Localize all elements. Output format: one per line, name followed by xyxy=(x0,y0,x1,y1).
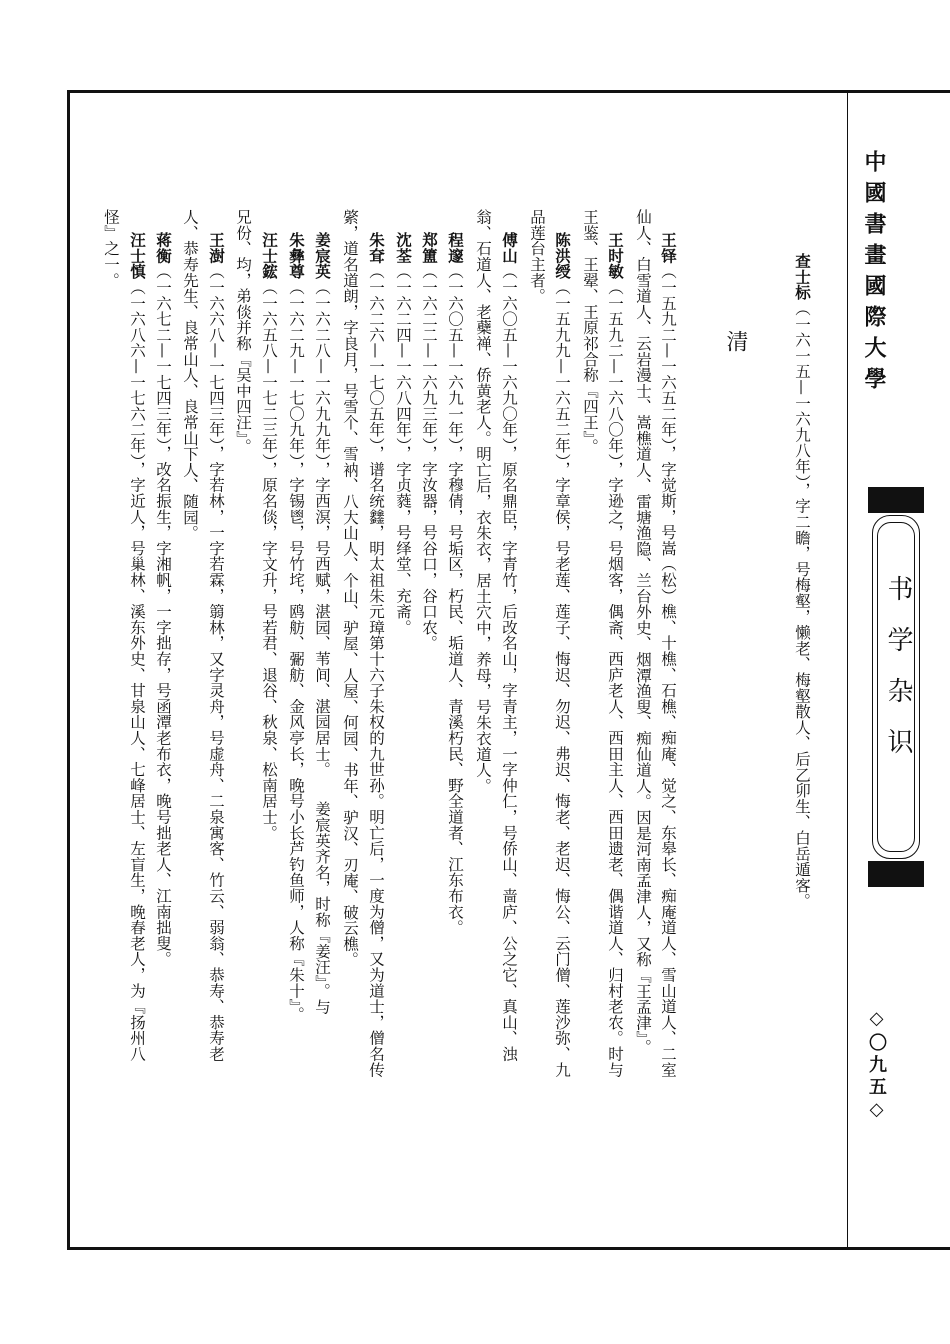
text-column: 郑簠（一六二二—一六九三年），字汝器，号谷口，谷口农。 xyxy=(420,232,439,651)
text-column: 品莲台主者。 xyxy=(528,209,546,304)
book-title: 书学杂识 xyxy=(883,575,913,779)
text-column: 兄份、均，弟倓并称『吴中四汪』。 xyxy=(234,209,252,455)
publisher-header: 中國書畫國際大學 xyxy=(861,150,887,398)
text-column: 綮，道名道朗，字良月，号雪个、雪衲、八大山人、个山、驴屋、人屋、何园、书年、驴汉、刃庵、破云樵。 xyxy=(341,209,359,968)
text-column: 朱耷（一六二六—一七〇五年），谱名统𨰻，明太祖朱元璋第十六子朱权的九世孙。明亡后，一度为僧，又为道士，僧名传 xyxy=(367,232,386,1078)
text-column: 人、恭寿先生、良常山人、良常山下人、随园。 xyxy=(181,209,199,541)
text-column: 王鉴、王翚、王原祁合称『四王』。 xyxy=(581,209,599,455)
page-number: ◇〇九五◇ xyxy=(866,1008,887,1124)
title-panel-top-bar xyxy=(868,487,924,513)
text-column: 仙人、白雪道人、云岩漫士、嵩樵道人、雷塘渔隐、兰台外史、烟潭渔叟、痴仙道人。因是河南孟津人，又称『王孟津』。 xyxy=(634,209,652,1055)
text-column: 查士标（一六一五—一六九八年），字二瞻，号梅壑，懒老、梅壑散人、后乙卯生、白岳遁客。 xyxy=(793,253,812,909)
margin-rule xyxy=(847,90,848,1250)
section-heading: 清 xyxy=(723,330,748,352)
text-column: 蒋衡（一六七二—一七四三年），改名振生，字湘帆，一字拙存，号函潭老布衣，晚号拙老人、江南拙叟。 xyxy=(154,232,173,967)
text-column: 汪士慎（一六八六—一七六二年），字近人，号巢林、溪东外史、甘泉山人、七峰居士、左盲生，晚春老人，为『扬州八 xyxy=(128,232,147,1062)
text-column: 沈荃（一六二四—一六八四年），字贞蕤，号绎堂、充斋。 xyxy=(394,232,413,636)
text-column: 姜宸英（一六二八—一六九九年），字西溟，号西赋，湛园、苇间、湛园居士。 姜宸英齐名，时称『姜汪』。与 xyxy=(313,232,332,1015)
text-column: 傅山（一六〇五—一六九〇年），原名鼎臣，字青竹，后改名山，字青主，一字仲仁，号侨山、啬庐、公之它、真山、浊 xyxy=(500,232,519,1062)
text-column: 翁、石道人、老蘗禅、侨黄老人。明亡后，衣朱衣，居土穴中，养母，号朱衣道人。 xyxy=(474,209,492,794)
text-column: 朱彝尊（一六二九—一七〇九年），字锡鬯，号竹垞，鸥舫、䰜舫、金风亭长，晚号小长芦钓鱼师，人称『朱十』。 xyxy=(287,232,306,1023)
text-column: 汪士鋐（一六五八—一七二三年），原名倓，字文升，号若君、退谷、秋泉、松南居士。 xyxy=(260,232,279,841)
text-column: 王铎（一五九二—一六五二年），字觉斯，号嵩（松）樵、十樵、石樵、痴庵、觉之、东皋长、痴庵道人、雪山道人、二室 xyxy=(659,232,678,1078)
text-column: 程邃（一六〇五—一六九一年），字穆倩，号垢区，朽民、垢道人、青溪朽民、野全道者、江东布衣。 xyxy=(446,232,465,936)
text-column: 怪』之一。 xyxy=(102,209,120,288)
text-column: 陈洪绶（一五九九—一六五二年），字章侯，号老莲、莲子、悔迟、勿迟、弗迟、悔老、老迟、悔公、云门僧、莲沙弥、九 xyxy=(553,232,572,1078)
text-column: 王澍（一六六八—一七四三年），字若林，一字若霖，篛林，又字灵舟，号虚舟、二泉寓客、竹云、弱翁、恭寿、恭寿老 xyxy=(207,232,226,1062)
text-column: 王时敏（一五九二—一六八〇年），字逊之，号烟客，偶斋、西庐老人、西田主人、西田遗老、偶谐道人、归村老农。时与 xyxy=(606,232,625,1078)
title-panel-bottom-bar xyxy=(868,861,924,887)
